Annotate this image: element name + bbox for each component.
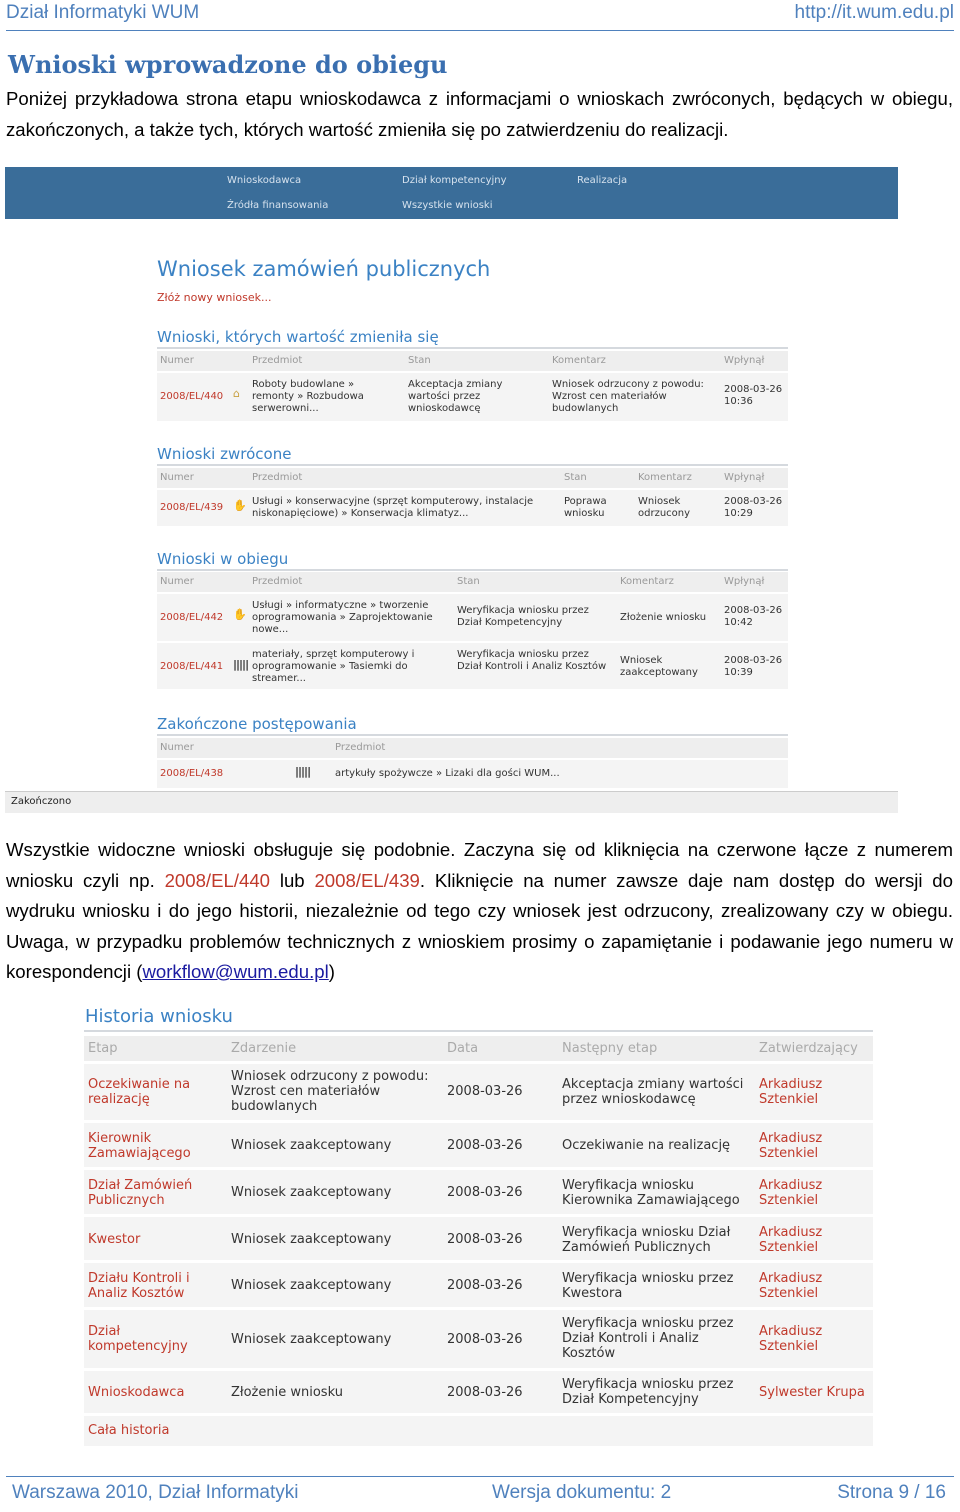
barcode-icon: |||||: [233, 658, 249, 671]
divider: [157, 569, 788, 571]
screenshot-request-history: [84, 1006, 873, 1446]
history-row: [84, 1123, 873, 1167]
col-zdarzenie[interactable]: Zdarzenie: [231, 1041, 297, 1056]
finished-title: Zakończone postępowania: [157, 715, 357, 733]
col-komentarz[interactable]: Komentarz: [638, 472, 692, 483]
email-link[interactable]: workflow@wum.edu.pl: [142, 961, 329, 982]
app-title: Wniosek zamówień publicznych: [157, 257, 491, 281]
next-stage: Weryfikacja wniosku przez Dział Kompetencyjny: [562, 1377, 734, 1407]
request-number-link[interactable]: 2008/EL/441: [160, 661, 224, 672]
comment: Wniosek zaakceptowany: [620, 655, 698, 678]
col-stan[interactable]: Stan: [457, 576, 480, 587]
subject: artykuły spożywcze » Lizaki dla gości WUM...: [335, 768, 560, 779]
date: 2008-03-26: [447, 1084, 523, 1099]
page-footer: [6, 1476, 954, 1512]
barcode-icon: |||||: [295, 765, 311, 778]
changed-table-header: [157, 351, 788, 371]
col-stan[interactable]: Stan: [564, 472, 587, 483]
nav-item-dzial-kompetencyjny[interactable]: Dział kompetencyjny: [402, 175, 507, 186]
nav-item-wszystkie[interactable]: Wszystkie wnioski: [402, 200, 493, 211]
full-history-link[interactable]: Cała historia: [88, 1423, 170, 1438]
col-nastepny-etap[interactable]: Następny etap: [562, 1041, 658, 1056]
divider: [157, 464, 788, 466]
nav-bar: [5, 167, 898, 219]
event: Wniosek zaakceptowany: [231, 1232, 392, 1247]
next-stage: Weryfikacja wniosku przez Kwestora: [562, 1271, 734, 1301]
col-data[interactable]: Data: [447, 1041, 479, 1056]
table-row: [157, 373, 788, 421]
approver: Arkadiusz Sztenkiel: [759, 1225, 823, 1255]
hand-icon: ✋: [233, 608, 247, 621]
col-przedmiot[interactable]: Przedmiot: [252, 472, 303, 483]
event: Wniosek zaakceptowany: [231, 1185, 392, 1200]
status-bar: [5, 791, 898, 813]
stage[interactable]: Kwestor: [88, 1232, 141, 1247]
history-row: [84, 1170, 873, 1214]
footer-left: Warszawa 2010, Dział Informatyki: [12, 1482, 299, 1503]
home-icon: ⌂: [233, 387, 240, 400]
col-przedmiot[interactable]: Przedmiot: [335, 742, 386, 753]
event: Wniosek zaakceptowany: [231, 1278, 392, 1293]
date: 2008-03-26: [447, 1185, 523, 1200]
next-stage: Weryfikacja wniosku Kierownika Zamawiającego: [562, 1178, 740, 1208]
stage[interactable]: Dział kompetencyjny: [88, 1324, 188, 1354]
date: 2008-03-26: [447, 1278, 523, 1293]
finished-table-header: [157, 738, 788, 758]
approver: Arkadiusz Sztenkiel: [759, 1178, 823, 1208]
history-title: Historia wniosku: [85, 1006, 233, 1027]
status-text: Zakończono: [11, 796, 72, 807]
screenshot-applicant-page: [5, 167, 898, 812]
col-numer[interactable]: Numer: [160, 472, 194, 483]
new-request-link[interactable]: Złóż nowy wniosek...: [157, 291, 272, 304]
comment: Złożenie wniosku: [620, 612, 707, 623]
text-part: . Kliknięcie na numer zawsze daje nam dostęp do wersji do wydruku wniosku i do jego historii, niezależnie od tego czy wniosek jest odrzucony, zrealizowany czy w obiegu. Uwaga, w przypadku problemów technicznych z wnioskiem prosimy o zapamiętanie i podawanie jego numeru w korespondencji (: [6, 869, 953, 982]
date: 2008-03-26 10:42: [724, 605, 783, 628]
table-row: [157, 760, 788, 788]
circulation-table-header: [157, 572, 788, 592]
col-przedmiot[interactable]: Przedmiot: [252, 576, 303, 587]
history-row: [84, 1064, 873, 1120]
comment: Wniosek odrzucony: [638, 496, 691, 519]
col-numer[interactable]: Numer: [160, 355, 194, 366]
date: 2008-03-26: [447, 1385, 523, 1400]
table-row: [157, 490, 788, 526]
event: Wniosek odrzucony z powodu: Wzrost cen materiałów budowlanych: [231, 1069, 429, 1114]
history-row: [84, 1371, 873, 1413]
state: Weryfikacja wniosku przez Dział Kontroli i Analiz Kosztów: [457, 649, 607, 672]
next-stage: Weryfikacja wniosku Dział Zamówień Publicznych: [562, 1225, 731, 1255]
header-url[interactable]: http://it.wum.edu.pl: [794, 2, 954, 23]
event: Wniosek zaakceptowany: [231, 1332, 392, 1347]
col-przedmiot[interactable]: Przedmiot: [252, 355, 303, 366]
approver: Arkadiusz Sztenkiel: [759, 1271, 823, 1301]
date: 2008-03-26: [447, 1332, 523, 1347]
divider: [157, 734, 788, 736]
in-circulation-title: Wnioski w obiegu: [157, 550, 289, 568]
subject: materiały, sprzęt komputerowy i oprogramowanie » Tasiemki do streamer...: [252, 649, 415, 684]
returned-table-header: [157, 468, 788, 488]
approver: Arkadiusz Sztenkiel: [759, 1324, 823, 1354]
table-row: [157, 643, 788, 689]
history-row: [84, 1310, 873, 1368]
approver: Arkadiusz Sztenkiel: [759, 1131, 823, 1161]
table-row: [157, 594, 788, 641]
text-part: ): [328, 961, 335, 982]
request-number-link[interactable]: 2008/EL/440: [160, 391, 224, 402]
explanation-paragraph: [6, 835, 953, 988]
header-left: Dział Informatyki WUM: [6, 2, 200, 23]
col-komentarz[interactable]: Komentarz: [552, 355, 606, 366]
footer-version: Wersja dokumentu: 2: [492, 1482, 672, 1503]
next-stage: Weryfikacja wniosku przez Dział Kontroli i Analiz Kosztów: [562, 1316, 734, 1361]
col-numer[interactable]: Numer: [160, 576, 194, 587]
section-title: Wnioski wprowadzone do obiegu: [8, 50, 448, 79]
approver: Arkadiusz Sztenkiel: [759, 1077, 823, 1107]
event: Złożenie wniosku: [231, 1385, 343, 1400]
subject: Usługi » informatyczne » tworzenie oprogramowania » Zaprojektowanie nowe...: [252, 600, 433, 635]
page-header: [6, 0, 954, 31]
footer-page: Strona 9 / 16: [837, 1482, 946, 1503]
date: 2008-03-26: [447, 1232, 523, 1247]
divider: [84, 1030, 873, 1032]
comment: Wniosek odrzucony z powodu: Wzrost cen materiałów budowlanych: [552, 379, 704, 414]
stage[interactable]: Oczekiwanie na realizację: [88, 1077, 191, 1107]
col-wplynal[interactable]: Wpłynął: [724, 355, 765, 366]
state: Poprawa wniosku: [564, 496, 607, 519]
example-link-440[interactable]: 2008/EL/440: [164, 869, 271, 891]
col-numer[interactable]: Numer: [160, 742, 194, 753]
history-row: [84, 1217, 873, 1260]
stage[interactable]: Kierownik Zamawiającego: [88, 1131, 191, 1161]
intro-paragraph: Poniżej przykładowa strona etapu wnioskodawca z informacjami o wnioskach zwróconych, będących w obiegu, zakończonych, a także tych, których wartość zmieniła się po zatwierdzeniu do realizacji.: [6, 88, 953, 140]
col-etap[interactable]: Etap: [88, 1041, 118, 1056]
request-number-link[interactable]: 2008/EL/438: [160, 768, 224, 779]
state: Akceptacja zmiany wartości przez wnioskodawcę: [408, 379, 503, 414]
col-zatwierdzajacy[interactable]: Zatwierdzający: [759, 1041, 858, 1056]
history-footer: [84, 1416, 873, 1446]
subject: Usługi » konserwacyjne (sprzęt komputerowy, instalacje niskonapięciowe) » Konserwacja klimatyz...: [252, 496, 534, 519]
next-stage: Akceptacja zmiany wartości przez wnioskodawcę: [562, 1077, 744, 1107]
text-part: lub: [270, 869, 315, 891]
stage[interactable]: Działu Kontroli i Analiz Kosztów: [88, 1271, 190, 1301]
date: 2008-03-26 10:39: [724, 655, 783, 678]
next-stage: Oczekiwanie na realizację: [562, 1138, 731, 1153]
col-komentarz[interactable]: Komentarz: [620, 576, 674, 587]
history-row: [84, 1263, 873, 1307]
approver: Sylwester Krupa: [759, 1385, 865, 1400]
subject: Roboty budowlane » remonty » Rozbudowa serwerowni...: [252, 379, 364, 414]
event: Wniosek zaakceptowany: [231, 1138, 392, 1153]
nav-item-wnioskodawca[interactable]: Wnioskodawca: [227, 175, 302, 186]
col-wplynal[interactable]: Wpłynął: [724, 472, 765, 483]
hand-icon: ✋: [233, 499, 247, 512]
stage[interactable]: Dział Zamówień Publicznych: [88, 1178, 193, 1208]
request-number-link[interactable]: 2008/EL/442: [160, 612, 224, 623]
example-link-439[interactable]: 2008/EL/439: [314, 869, 420, 891]
stage[interactable]: Wnioskodawca: [88, 1385, 185, 1400]
nav-item-realizacja[interactable]: Realizacja: [577, 175, 628, 186]
state: Weryfikacja wniosku przez Dział Kompetencyjny: [457, 605, 589, 628]
returned-title: Wnioski zwrócone: [157, 445, 292, 463]
nav-item-zrodla[interactable]: Źródła finansowania: [227, 200, 329, 211]
text-part: Wszystkie widoczne wnioski obsługuje się podobnie. Zaczyna się od kliknięcia na czerwone łącze z numerem wniosku czyli np.: [6, 839, 953, 891]
date: 2008-03-26 10:29: [724, 496, 783, 519]
date: 2008-03-26: [447, 1138, 523, 1153]
changed-title: Wnioski, których wartość zmieniła się: [157, 328, 439, 346]
date: 2008-03-26 10:36: [724, 384, 783, 407]
history-table-header: [84, 1036, 873, 1061]
request-number-link[interactable]: 2008/EL/439: [160, 502, 224, 513]
col-stan[interactable]: Stan: [408, 355, 431, 366]
col-wplynal[interactable]: Wpłynął: [724, 576, 765, 587]
divider: [157, 347, 788, 349]
